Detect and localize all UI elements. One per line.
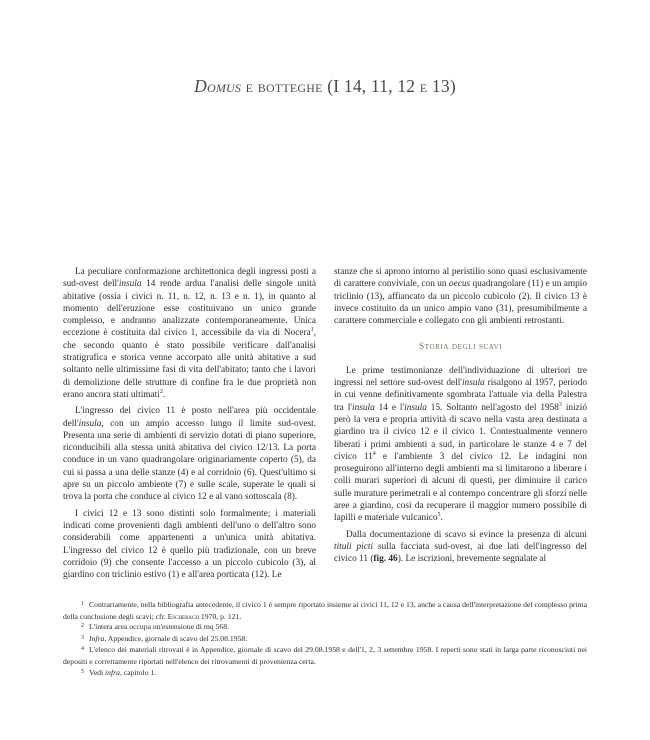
italic-text: insula xyxy=(351,402,375,413)
italic-text: infra xyxy=(105,667,120,677)
footnote-number: 2 xyxy=(81,623,84,630)
footnote: $^5$ Vedi infra, capitolo 1. xyxy=(81,667,157,677)
italic-text: insula xyxy=(118,279,142,290)
footnotes xyxy=(63,600,587,679)
right-column xyxy=(334,266,587,566)
italic-text: tituli picti xyxy=(334,541,374,552)
page-title-rest: e botteghe (I 14, 11, 12 e 13) xyxy=(241,76,456,96)
footnote: $^3$ Infra, Appendice, giornale di scavo del 25.08.1958. xyxy=(81,633,248,643)
footnote-ref[interactable]: 5 xyxy=(437,512,441,519)
footnote: $^1$ Contrariamente, nella bibliografia antecedente, il civico 1 è sempre riportato insieme ai civici 11, 12 e 13, anche a causa dell'interpretazione del complesso prima della conclusione degli scavi; cfr. Eschebach 1970, p. 121. xyxy=(63,600,587,621)
footnote-number: 4 xyxy=(81,646,84,653)
page-title xyxy=(0,76,650,97)
footnote: $^4$ L'elenco dei materiali ritrovati è in Appendice, giornale di scavo del 29.08.1958 e dell'1, 2, 3 settembre 1958. I reperti sono stati in larga parte riconosciuti nei depositi e correttamente riportati nell'elenco dei ritrovamenti di provenienza certa. xyxy=(63,645,587,666)
footnote-ref[interactable]: 3 xyxy=(558,401,562,408)
paragraph: stanze che si aprono intorno al peristilio sono quasi esclusivamente di carattere conviviale, con un oecus quadrangolare (11) e un ampio triclinio (13), affiancato da un piccolo cubicolo (2). Il civico 13 è invece costituito da un unico ampio vano (31), presumibilmente a carattere commerciale e collegato con gli ambienti retrostanti. xyxy=(334,267,587,327)
section-heading: Storia degli scavi xyxy=(418,342,503,353)
paragraph: Le prime testimonianze dell'individuazione di ulteriori tre ingressi nel settore sud-ovest dell'insula risalgono al 1957, periodo in cui venne definitivamente sgombrata l'attuale via della Palestra tra l'insula 14 e l'insula 15. Soltanto nell'agosto del 1958$^3$ inizió però la vera e propria attività di scavo nella vasta area destinata a giardino tra il civico 12 e il civico 1. Contestualmente vennero liberati i primi ambienti a sud, in particolare le stanze 4 e 7 del civico $11^4$ e l'ambiente 3 del civico 12. Le indagini non proseguirono all'interno degli ambienti ma si limitarono a liberare i colli murari superiori di alcuni di questi, per diminuire il carico sulle murature perimetrali e al contempo concentrare gli sforzi nelle aree a giardino, così da recuperare il maggior numero possibile di lapilli e materiale vulcanico$^5$. xyxy=(334,365,588,524)
italic-text: oecus xyxy=(448,279,471,290)
author-ref: Eschebach xyxy=(167,611,199,621)
footnote-ref[interactable]: 2 xyxy=(159,388,163,395)
figure-ref[interactable]: fig. 46 xyxy=(373,554,398,565)
footnote-number: 1 xyxy=(81,601,84,607)
footnote-number: 5 xyxy=(81,668,84,675)
paragraph: La peculiare conformazione architettonica degli ingressi posti a sud-ovest dell'insula 14 rende ardua l'analisi delle singole unità abitative (ossia i civici n. 11, n. 12, n. 13 e n. 1), in quanto al momento dell'eruzione esse costituivano un unico grande complesso, e andranno analizzate contemporaneamente. Unica eccezione è costituita dal civico 1, accessibile da via di Nocera$^1$, che secondo quanto è stato possibile verificare dall'analisi stratigrafica e storica venne accorpato alle unità abitative a sud soltanto nelle ultimissime fasi di vita dell'abitato; tanto che i lavori di demolizione delle strutture di confine fra le due proprietà non erano ancora stati ultimati$^2$. xyxy=(63,267,317,400)
footnote: $^2$ L'intera area occupa un'estensione di mq 568. xyxy=(81,622,230,632)
paragraph: L'ingresso del civico 11 è posto nell'area più occidentale dell'insula, con un ampio accesso lungo il limite sud-ovest. Presenta una serie di ambienti di servizio dotati di piano superiore, riconducibili alla stessa unità abitativa del civico 12/13. La porta conduce in un vano quadrangolare originariamente coperto (5), da cui si passa a una delle stanze (4) e al corridoio (6). Quest'ultimo si apre su un piccolo ambiente (7) e sulle scale, superate le quali si trova la porta che conduce al civico 12 e al vano sottoscala (8). xyxy=(63,406,316,503)
italic-text: insula xyxy=(404,402,427,413)
paragraph: Dalla documentazione di scavo si evince la presenza di alcuni tituli picti sulla facciata sud-ovest, ai due lati dell'ingresso del civico 11 (fig. 46). Le iscrizioni, brevemente segnalate al xyxy=(334,529,587,565)
footnote-ref[interactable]: 1 xyxy=(310,327,314,334)
footnote-ref[interactable]: 4 xyxy=(372,450,376,457)
paragraph: I civici 12 e 13 sono distinti solo formalmente; i materiali indicati come provenienti dagli ambienti dell'uno o dell'altro sono considerabili come appartenenti a un'unica unità abitativa. L'ingresso del civico 12 è quello più tradizionale, con un breve corridoio (9) che consente l'accesso a un piccolo cubicolo (3), al giardino con triclinio estivo (1) e all'area porticata (12). Le xyxy=(63,508,316,581)
page-title-italic: Domus xyxy=(194,76,242,96)
footnote-number: 3 xyxy=(81,634,84,641)
italic-text: insula xyxy=(78,418,102,429)
left-column xyxy=(63,266,316,581)
italic-text: insula xyxy=(461,378,485,389)
italic-text: Infra xyxy=(89,633,105,643)
